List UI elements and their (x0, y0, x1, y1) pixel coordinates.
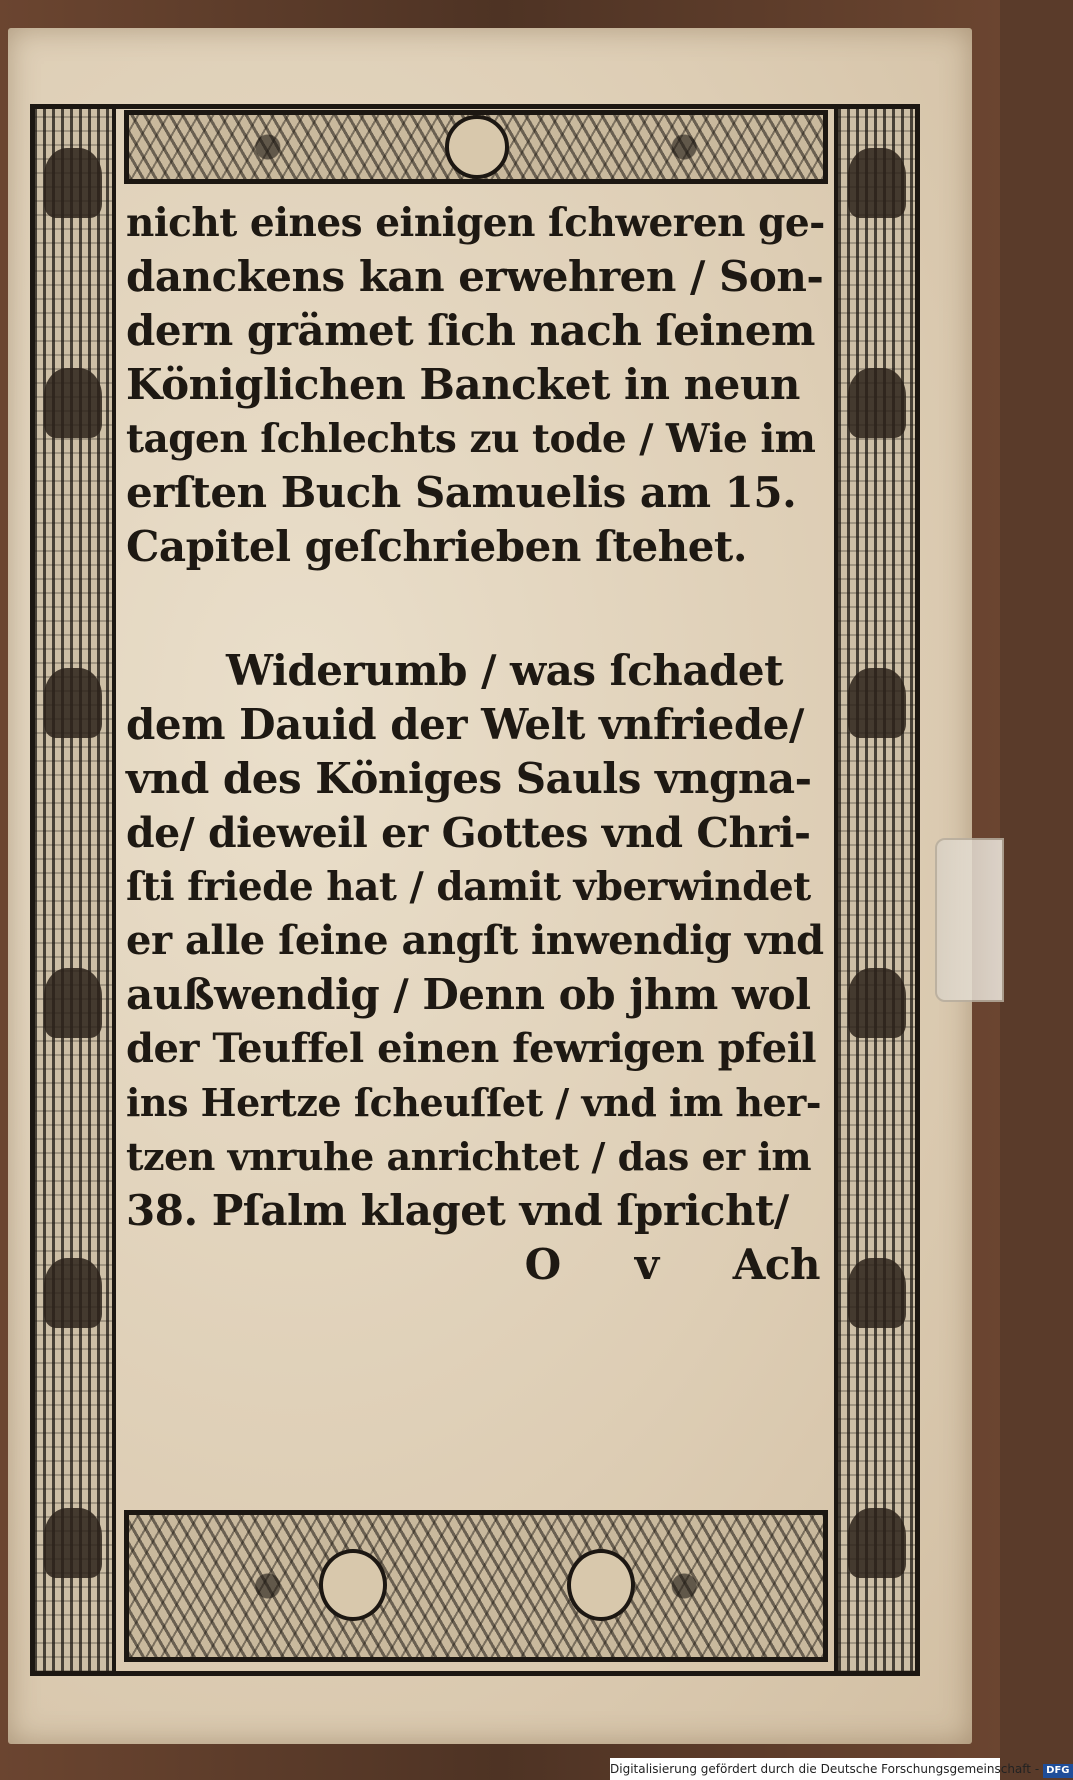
dfg-logo: DFG (1043, 1764, 1072, 1778)
text-line: tagen ſchlechts zu tode / Wie im (126, 416, 816, 462)
text-line: nicht eines einigen ſchweren ge- (126, 200, 825, 246)
digitization-credit (610, 1758, 1070, 1780)
text-line: erſten Buch Samuelis am 15. (126, 468, 797, 517)
text-line: 38. Pſalm klaget vnd ſpricht/ (126, 1186, 789, 1235)
catchword-line: O v Ach (524, 1240, 820, 1289)
text-line: er alle ſeine angſt inwendig vnd (126, 917, 824, 964)
text-line: Widerumb / was ſchadet (226, 646, 784, 695)
text-line: ins Hertze ſcheuſſet / vnd im her- (126, 1080, 821, 1125)
page-text (126, 196, 826, 1292)
text-line: vnd des Königes Sauls vngna- (126, 754, 812, 803)
paragraph-gap (126, 574, 826, 644)
text-line: außwendig / Denn ob jhm wol (126, 970, 811, 1019)
credit-text: Digitalisierung gefördert durch die Deutsche Forschungsgemeinschaft - (610, 1762, 1040, 1776)
text-line: Königlichen Bancket in neun (126, 360, 800, 409)
text-line: Capitel geſchrieben ſtehet. (126, 522, 747, 571)
page-tab-marker (935, 838, 1004, 1002)
text-line: tzen vnruhe anrichtet / das er im (126, 1134, 812, 1179)
text-line: danckens kan erwehren / Son- (126, 252, 824, 301)
text-line: de/ dieweil er Gottes vnd Chri- (126, 809, 811, 857)
text-line: der Teuffel einen fewrigen pfeil (126, 1025, 817, 1072)
text-line: dern grämet ſich nach ſeinem (126, 306, 815, 355)
text-line: dem Dauid der Welt vnfriede/ (126, 700, 804, 749)
text-line: ſti friede hat / damit vberwindet (126, 864, 811, 910)
